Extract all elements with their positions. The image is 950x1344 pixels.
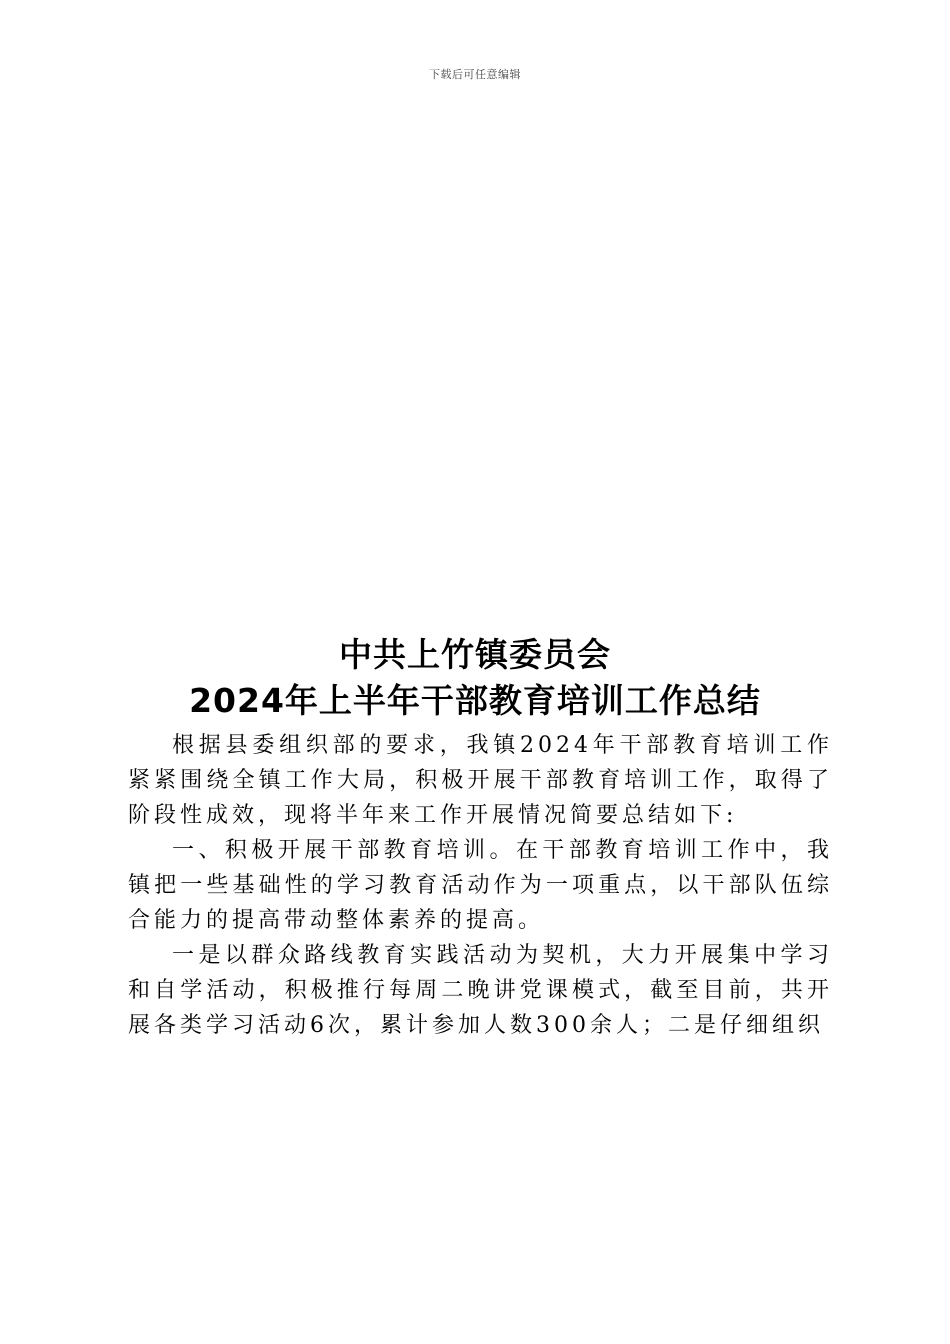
title-line-1: 中共上竹镇委员会 — [339, 635, 611, 674]
header-note: 下载后可任意编辑 — [429, 68, 521, 81]
paragraph-section-1-detail: 一是以群众路线教育实践活动为契机，大力开展集中学习和自学活动，积极推行每周二晚讲党课模式，截至目前，共开展各类学习活动6次，累计参加人数300余人；二是仔细组织 — [128, 943, 833, 1038]
paragraph-intro: 根据县委组织部的要求，我镇2024年干部教育培训工作紧紧围绕全镇工作大局，积极开展干部教育培训工作，取得了阶段性成效，现将半年来工作开展情况简要总结如下: — [128, 733, 833, 828]
document-title — [0, 632, 950, 724]
paragraph-section-1: 一、积极开展干部教育培训。在干部教育培训工作中，我镇把一些基础性的学习教育活动作为一项重点，以干部队伍综合能力的提高带动整体素养的提高。 — [128, 838, 833, 933]
document-body — [128, 728, 833, 1043]
title-line-2: 2024年上半年干部教育培训工作总结 — [189, 681, 761, 720]
